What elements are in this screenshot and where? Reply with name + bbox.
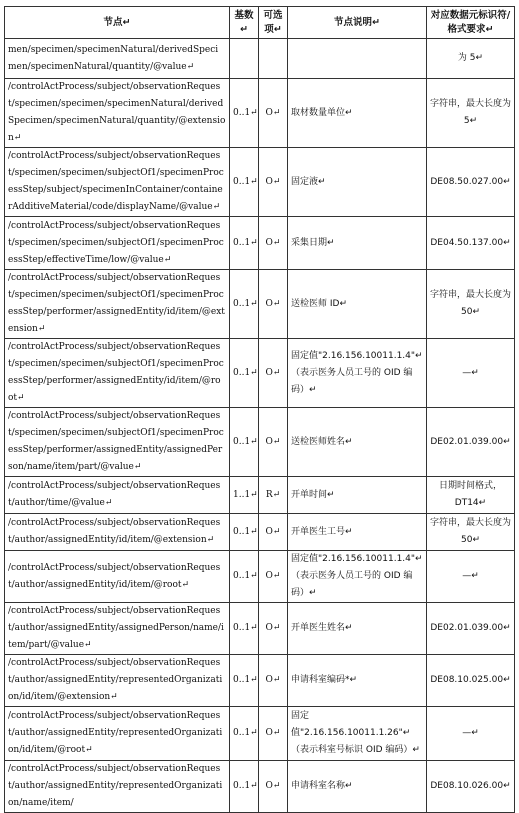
optional-cell: O↵ xyxy=(259,217,288,270)
optional-cell: O↵ xyxy=(259,148,288,217)
cardinality-cell: 1..1↵ xyxy=(230,477,259,514)
optional-cell: O↵ xyxy=(259,79,288,148)
optional-cell: R↵ xyxy=(259,477,288,514)
table-row xyxy=(5,707,515,761)
optional-cell: O↵ xyxy=(259,408,288,477)
description-cell: 申请科室编码*↵ xyxy=(288,655,427,707)
description-cell xyxy=(288,39,427,79)
table-row xyxy=(5,339,515,408)
standard-cell: DE04.50.137.00↵ xyxy=(427,217,515,270)
cardinality-cell: 0..1↵ xyxy=(230,270,259,339)
node-path-cell: /controlActProcess/subject/observationRequest/specimen/specimen/subjectOf1/specimenProcessStep/performer/assignedEntity/assignedPerson/name/item/part/@value↵ xyxy=(5,408,230,477)
standard-cell: DE02.01.039.00↵ xyxy=(427,603,515,655)
cardinality-cell: 0..1↵ xyxy=(230,655,259,707)
optional-cell: O↵ xyxy=(259,514,288,551)
optional-cell: O↵ xyxy=(259,339,288,408)
table-row xyxy=(5,217,515,270)
description-cell: 采集日期↵ xyxy=(288,217,427,270)
standard-cell: 字符串，最大长度为 5↵ xyxy=(427,79,515,148)
table-row xyxy=(5,761,515,813)
node-path-cell: men/specimen/specimenNatural/derivedSpecimen/specimenNatural/quantity/@value↵ xyxy=(5,39,230,79)
description-cell: 固定值"2.16.156.10011.1.4"↵（表示医务人员工号的 OID 编码）↵ xyxy=(288,339,427,408)
cardinality-cell: 0..1↵ xyxy=(230,217,259,270)
table-row xyxy=(5,39,515,79)
node-path-cell: /controlActProcess/subject/observationRequest/specimen/specimen/subjectOf1/specimenProcessStep/effectiveTime/low/@value↵ xyxy=(5,217,230,270)
optional-cell: O↵ xyxy=(259,655,288,707)
description-cell: 送检医师姓名↵ xyxy=(288,408,427,477)
description-cell: 固定值"2.16.156.10011.1.4"↵（表示医务人员工号的 OID 编码）↵ xyxy=(288,551,427,603)
standard-cell: —↵ xyxy=(427,707,515,761)
cardinality-cell: 0..1↵ xyxy=(230,514,259,551)
standard-cell: —↵ xyxy=(427,339,515,408)
header-node: 节点↵ xyxy=(5,7,230,39)
standard-cell: —↵ xyxy=(427,551,515,603)
spec-table xyxy=(4,6,515,813)
standard-cell: DE02.01.039.00↵ xyxy=(427,408,515,477)
cardinality-cell: 0..1↵ xyxy=(230,551,259,603)
cardinality-cell xyxy=(230,39,259,79)
node-path-cell: /controlActProcess/subject/observationRequest/author/time/@value↵ xyxy=(5,477,230,514)
standard-cell: DE08.10.026.00↵ xyxy=(427,761,515,813)
description-cell: 开单医生工号↵ xyxy=(288,514,427,551)
cardinality-cell: 0..1↵ xyxy=(230,408,259,477)
node-path-cell: /controlActProcess/subject/observationRequest/specimen/specimen/subjectOf1/specimenProcessStep/subject/specimenInContainer/containerAdditiveMaterial/code/displayName/@value↵ xyxy=(5,148,230,217)
cardinality-cell: 0..1↵ xyxy=(230,79,259,148)
optional-cell: O↵ xyxy=(259,551,288,603)
node-path-cell: /controlActProcess/subject/observationRequest/author/assignedEntity/representedOrganization/name/item/ xyxy=(5,761,230,813)
header-optional: 可选项↵ xyxy=(259,7,288,39)
node-path-cell: /controlActProcess/subject/observationRequest/author/assignedEntity/assignedPerson/name/item/part/@value↵ xyxy=(5,603,230,655)
standard-cell: 为 5↵ xyxy=(427,39,515,79)
description-cell: 申请科室名称↵ xyxy=(288,761,427,813)
node-path-cell: /controlActProcess/subject/observationRequest/specimen/specimen/subjectOf1/specimenProcessStep/performer/assignedEntity/id/item/@root↵ xyxy=(5,339,230,408)
node-path-cell: /controlActProcess/subject/observationRequest/author/assignedEntity/representedOrganization/id/item/@root↵ xyxy=(5,707,230,761)
node-path-cell: /controlActProcess/subject/observationRequest/specimen/specimen/specimenNatural/derivedSpecimen/specimenNatural/quantity/@extension↵ xyxy=(5,79,230,148)
standard-cell: DE08.50.027.00↵ xyxy=(427,148,515,217)
cardinality-cell: 0..1↵ xyxy=(230,148,259,217)
header-standard: 对应数据元标识符/格式要求↵ xyxy=(427,7,515,39)
description-cell: 开单医生姓名↵ xyxy=(288,603,427,655)
node-path-cell: /controlActProcess/subject/observationRequest/author/assignedEntity/id/item/@extension↵ xyxy=(5,514,230,551)
standard-cell: 日期时间格式，DT14↵ xyxy=(427,477,515,514)
table-row xyxy=(5,603,515,655)
table-row xyxy=(5,408,515,477)
description-cell: 固定液↵ xyxy=(288,148,427,217)
standard-cell: 字符串，最大长度为 50↵ xyxy=(427,270,515,339)
table-row xyxy=(5,477,515,514)
node-path-cell: /controlActProcess/subject/observationRequest/author/assignedEntity/id/item/@root↵ xyxy=(5,551,230,603)
optional-cell xyxy=(259,39,288,79)
optional-cell: O↵ xyxy=(259,761,288,813)
description-cell: 取材数量单位↵ xyxy=(288,79,427,148)
optional-cell: O↵ xyxy=(259,270,288,339)
standard-cell: 字符串，最大长度为 50↵ xyxy=(427,514,515,551)
cardinality-cell: 0..1↵ xyxy=(230,707,259,761)
optional-cell: O↵ xyxy=(259,603,288,655)
table-row xyxy=(5,514,515,551)
header-row xyxy=(5,7,515,39)
table-row xyxy=(5,270,515,339)
table-row xyxy=(5,655,515,707)
table-row xyxy=(5,79,515,148)
description-cell: 固定值"2.16.156.10011.1.26"↵（表示科室号标识 OID 编码）↵ xyxy=(288,707,427,761)
optional-cell: O↵ xyxy=(259,707,288,761)
description-cell: 开单时间↵ xyxy=(288,477,427,514)
cardinality-cell: 0..1↵ xyxy=(230,603,259,655)
description-cell: 送检医师 ID↵ xyxy=(288,270,427,339)
cardinality-cell: 0..1↵ xyxy=(230,339,259,408)
table-body xyxy=(5,39,515,813)
header-cardinality: 基数↵ xyxy=(230,7,259,39)
standard-cell: DE08.10.025.00↵ xyxy=(427,655,515,707)
table-row xyxy=(5,551,515,603)
node-path-cell: /controlActProcess/subject/observationRequest/author/assignedEntity/representedOrganization/id/item/@extension↵ xyxy=(5,655,230,707)
table-row xyxy=(5,148,515,217)
cardinality-cell: 0..1↵ xyxy=(230,761,259,813)
node-path-cell: /controlActProcess/subject/observationRequest/specimen/specimen/subjectOf1/specimenProcessStep/performer/assignedEntity/id/item/@extension↵ xyxy=(5,270,230,339)
header-description: 节点说明↵ xyxy=(288,7,427,39)
